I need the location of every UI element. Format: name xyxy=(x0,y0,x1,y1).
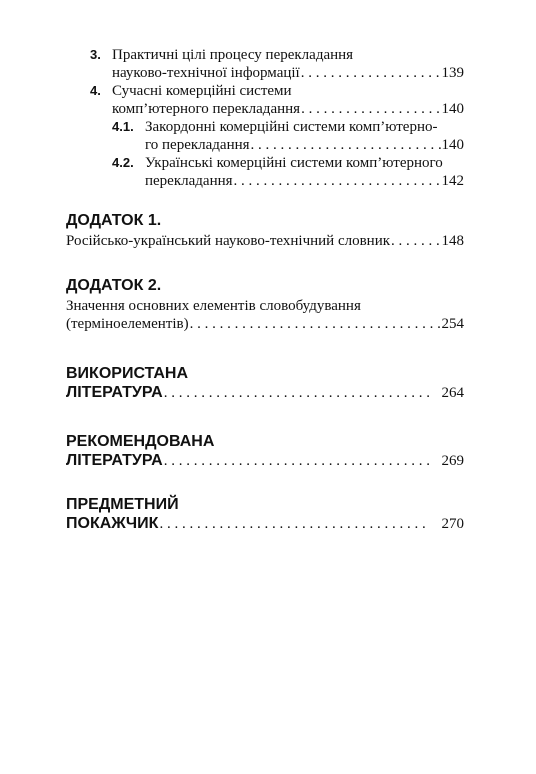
used-literature-heading-line2: ЛІТЕРАТУРА xyxy=(66,384,163,401)
toc-item-4-1-page: 140 xyxy=(441,137,464,153)
toc-item-3-title-line1: Практичні цілі процесу перекладання xyxy=(112,47,354,63)
toc-item-3-title-line2: науково-технічної інформації xyxy=(112,65,300,81)
toc-item-3-page: 139 xyxy=(441,65,464,81)
appendix-1-heading: ДОДАТОК 1. xyxy=(66,212,162,229)
toc-item-4-2-number: 4.2. xyxy=(112,155,134,170)
toc-item-3-number: 3. xyxy=(90,47,101,62)
appendix-2-heading: ДОДАТОК 2. xyxy=(66,277,162,294)
toc-item-4-page: 140 xyxy=(441,101,464,117)
dot-leader xyxy=(159,515,428,533)
dot-leader xyxy=(301,100,440,118)
dot-leader xyxy=(391,232,440,250)
dot-leader xyxy=(251,136,441,154)
dot-leader xyxy=(234,172,441,190)
toc-item-4-2-page: 142 xyxy=(441,173,464,189)
appendix-1-entry[interactable] xyxy=(66,232,464,250)
toc-item-4-title-line1: Сучасні комерційні системи xyxy=(112,83,292,99)
toc-item-4-number: 4. xyxy=(90,83,101,98)
toc-item-4-1-number: 4.1. xyxy=(112,119,134,134)
toc-item-4-title-line2: комп’ютерного перекладання xyxy=(112,101,301,117)
appendix-1-page: 148 xyxy=(441,233,464,249)
toc-item-4-1-title-line2: го перекладання xyxy=(145,137,250,153)
dot-leader xyxy=(164,452,429,470)
toc-item-4-1-title-line1: Закордонні комерційні системи комп’ютерно- xyxy=(145,119,438,135)
used-literature-page: 264 xyxy=(441,385,464,401)
subject-index-heading-line2: ПОКАЖЧИК xyxy=(66,515,159,532)
recommended-literature-heading-line1: РЕКОМЕНДОВАНА xyxy=(66,433,215,450)
dot-leader xyxy=(190,315,441,333)
subject-index-heading-line1: ПРЕДМЕТНИЙ xyxy=(66,496,179,513)
appendix-2-entry[interactable] xyxy=(66,315,464,333)
recommended-literature-heading-line2: ЛІТЕРАТУРА xyxy=(66,452,163,469)
appendix-2-page: 254 xyxy=(441,316,464,332)
recommended-literature-page: 269 xyxy=(441,453,464,469)
used-literature-entry[interactable] xyxy=(66,384,464,402)
toc-item-4-2-entry[interactable] xyxy=(145,172,464,190)
used-literature-heading-line1: ВИКОРИСТАНА xyxy=(66,365,189,382)
toc-item-4-1-entry[interactable] xyxy=(145,136,464,154)
toc-item-4-2-title-line1: Українські комерційні системи комп’ютерного xyxy=(145,155,443,171)
dot-leader xyxy=(164,384,429,402)
subject-index-page: 270 xyxy=(441,516,464,532)
toc-item-4-entry[interactable] xyxy=(112,100,464,118)
toc-item-3-entry[interactable] xyxy=(112,64,464,82)
toc-item-4-2-title-line2: перекладання xyxy=(145,173,233,189)
recommended-literature-entry[interactable] xyxy=(66,452,464,470)
subject-index-entry[interactable] xyxy=(66,515,464,533)
appendix-2-title-line2: (терміноелементів) xyxy=(66,316,189,332)
appendix-1-title: Російсько-український науково-технічний словник xyxy=(66,233,391,249)
appendix-2-title-line1: Значення основних елементів словобудування xyxy=(66,298,361,314)
dot-leader xyxy=(301,64,441,82)
